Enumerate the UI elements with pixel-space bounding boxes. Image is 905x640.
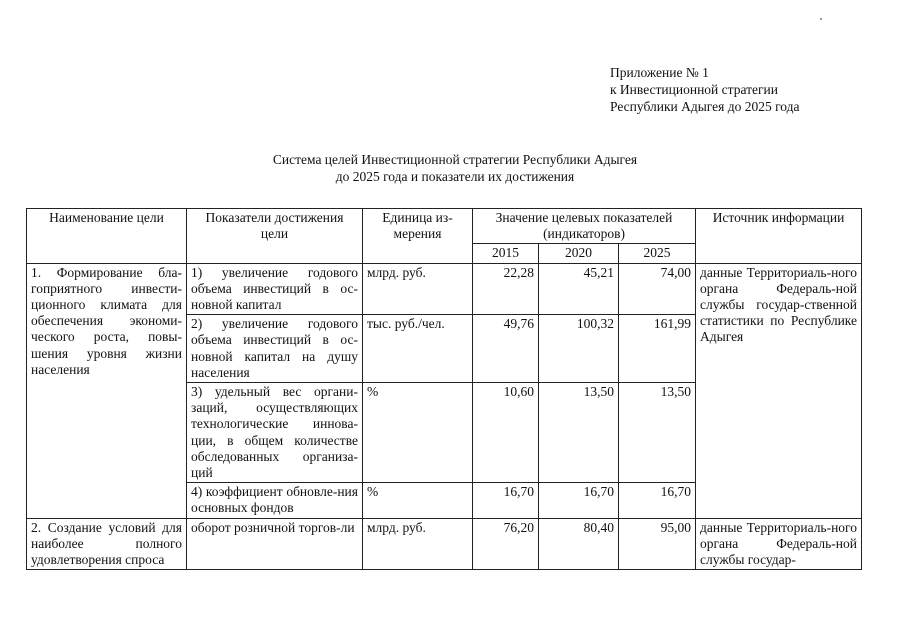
indicator-name: 3) удельный вес органи-заций, осуществляющих технологические иннова-ции, в общем количестве обследованных организа-ций: [187, 383, 363, 483]
title-line-2: до 2025 года и показатели их достижения: [335, 169, 575, 184]
header-year: 2025: [619, 244, 696, 263]
header-goal: Наименование цели: [27, 209, 187, 264]
indicator-unit: млрд. руб.: [363, 263, 473, 315]
indicator-unit: %: [363, 383, 473, 483]
indicator-unit: млрд. руб.: [363, 518, 473, 570]
value-2020: 16,70: [539, 483, 619, 518]
indicator-name: оборот розничной торгов-ли: [187, 518, 363, 570]
value-2020: 100,32: [539, 315, 619, 383]
value-2015: 16,70: [473, 483, 539, 518]
header-source: Источник информации: [696, 209, 862, 264]
indicator-name: 1) увеличение годового объема инвестиций в ос-новной капитал: [187, 263, 363, 315]
title-line-1: Система целей Инвестиционной стратегии Республики Адыгея: [272, 152, 638, 167]
header-row: [27, 209, 862, 244]
indicator-name: 2) увеличение годового объема инвестиций в ос-новной капитал на душу населения: [187, 315, 363, 383]
document-title: [160, 151, 750, 185]
source-info: данные Территориаль-ного органа Федераль-ной службы государ-: [696, 518, 862, 570]
indicator-name: 4) коэффициент обновле-ния основных фондов: [187, 483, 363, 518]
value-2015: 22,28: [473, 263, 539, 315]
goal-name: 1. Формирование бла-гоприятного инвести-ционного климата для обеспечения экономи-ческого роста, повы-шения уровня жизни населения: [27, 263, 187, 518]
header-values: Значение целевых показателей (индикаторов): [473, 209, 696, 244]
indicator-unit: тыс. руб./чел.: [363, 315, 473, 383]
indicator-unit: %: [363, 483, 473, 518]
value-2025: 95,00: [619, 518, 696, 570]
header-year: 2015: [473, 244, 539, 263]
table-row: [27, 518, 862, 570]
value-2025: 74,00: [619, 263, 696, 315]
header-unit: Единица из-мерения: [363, 209, 473, 264]
value-2020: 45,21: [539, 263, 619, 315]
table-row: [27, 263, 862, 315]
annex-line-2: к Инвестиционной стратегии: [610, 82, 778, 97]
goal-name: 2. Создание условий для наиболее полного удовлетворения спроса: [27, 518, 187, 570]
scan-speck: [820, 18, 822, 20]
source-info: данные Территориаль-ного органа Федераль-ной службы государ-ственной статистики по Республике Адыгея: [696, 263, 862, 518]
annex-line-3: Республики Адыгея до 2025 года: [610, 99, 800, 114]
header-indicators: Показатели достижения цели: [187, 209, 363, 264]
value-2020: 13,50: [539, 383, 619, 483]
value-2025: 161,99: [619, 315, 696, 383]
value-2025: 16,70: [619, 483, 696, 518]
value-2020: 80,40: [539, 518, 619, 570]
header-year: 2020: [539, 244, 619, 263]
value-2015: 76,20: [473, 518, 539, 570]
value-2025: 13,50: [619, 383, 696, 483]
annex-header: [610, 64, 800, 115]
value-2015: 10,60: [473, 383, 539, 483]
annex-line-1: Приложение № 1: [610, 65, 709, 80]
value-2015: 49,76: [473, 315, 539, 383]
goals-table: [26, 208, 862, 570]
